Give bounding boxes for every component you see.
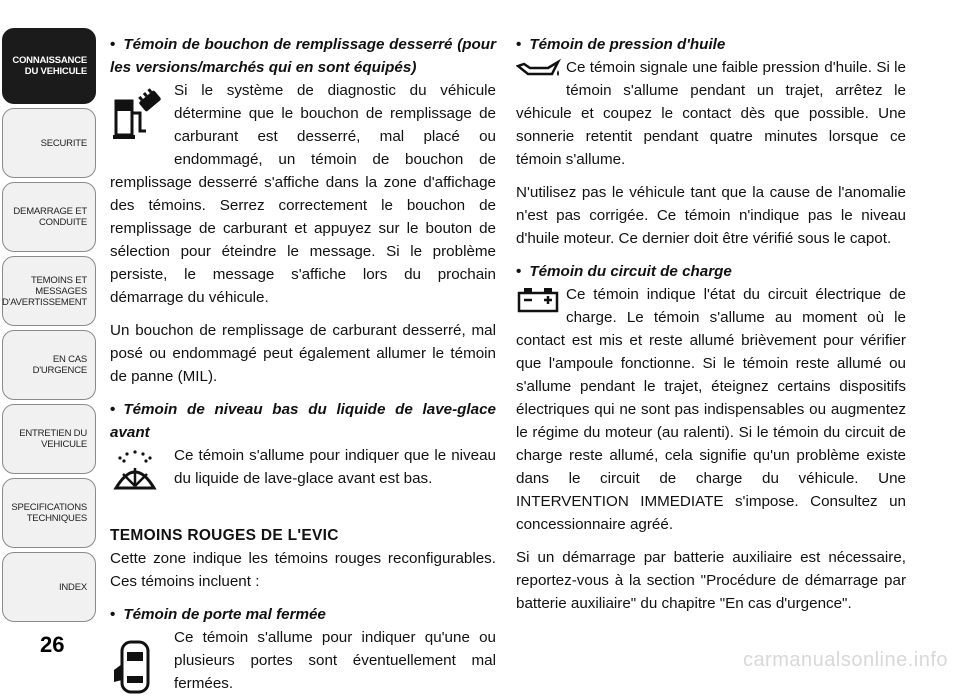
tab-index[interactable] — [2, 552, 96, 622]
tab-entretien-du-vehicule[interactable] — [2, 404, 96, 474]
tab-securite[interactable] — [2, 108, 96, 178]
right-column — [516, 33, 906, 615]
charge-text: Ce témoin indique l'état du circuit électrique de charge. Le témoin s'allume au moment où le contact est mis et reste allumé brièvement pour vérifier que l'ampoule fonctionne. Si le témoin reste allumé ou s'allume pendant le trajet, éteignez certains dispositifs électriques qui ne sont pas indispensables ou augmentez le régime du moteur (au ralenti). Si le témoin du circuit de charge reste allumé, cela signifie qu'un problème existe dans le circuit de charge du véhicule. Une INTERVENTION IMMEDIATE s'impose. Consultez un concessionnaire agréé. — [516, 283, 906, 536]
red-warnings-intro: Cette zone indique les témoins rouges reconfigurables. Ces témoins incluent : — [110, 550, 496, 590]
jump-start-paragraph: Si un démarrage par batterie auxiliaire est nécessaire, reportez-vous à la section "Procédure de démarrage par batterie auxiliaire" du chapitre "En cas d'urgence". — [516, 549, 906, 612]
section-heading: TEMOINS ROUGES DE L'EVIC — [110, 527, 339, 544]
bullet-title-text: Témoin de porte mal fermée — [123, 606, 326, 623]
door-block — [110, 626, 496, 696]
fuel-cap-block — [110, 79, 496, 309]
washer-block — [110, 444, 496, 510]
tab-label: SPECIFICATIONS TECHNIQUES — [11, 502, 87, 524]
oil-pressure-icon — [516, 58, 562, 80]
tab-label: EN CAS D'URGENCE — [32, 354, 87, 376]
bullet-title-text: Témoin du circuit de charge — [529, 263, 732, 280]
bullet-washer-title: • Témoin de niveau bas du liquide de lave-glace avant — [110, 401, 496, 441]
tab-en-cas-d-urgence[interactable] — [2, 330, 96, 400]
door-ajar-icon — [110, 636, 160, 698]
page-number: 26 — [40, 632, 65, 657]
tab-label: ENTRETIEN DU VEHICULE — [19, 428, 87, 450]
tab-label: DEMARRAGE ET CONDUITE — [13, 206, 87, 228]
bullet-charge-title: • Témoin du circuit de charge — [516, 263, 732, 280]
battery-icon — [516, 285, 560, 313]
oil-block — [516, 56, 906, 171]
tab-temoins-et-messages[interactable] — [2, 256, 96, 326]
charge-block — [516, 283, 906, 536]
tab-label: CONNAISSANCE DU VEHICULE — [12, 55, 87, 77]
bullet-title-text: Témoin de niveau bas du liquide de lave-glace avant — [110, 401, 496, 441]
bullet-door-title: • Témoin de porte mal fermée — [110, 606, 326, 623]
oil-paragraph: N'utilisez pas le véhicule tant que la cause de l'anomalie n'est pas corrigée. Ce témoin n'indique pas le niveau d'huile moteur. Ce dernier doit être vérifié sous le capot. — [516, 184, 906, 247]
tab-specifications-techniques[interactable] — [2, 478, 96, 548]
tab-demarrage-et-conduite[interactable] — [2, 182, 96, 252]
tab-label: TEMOINS ET MESSAGES D'AVERTISSEMENT — [1, 274, 88, 308]
bullet-title-text: Témoin de bouchon de remplissage desserré (pour les versions/marchés qui en sont équipés) — [110, 36, 496, 76]
watermark-url: carmanualsonline.info — [742, 649, 948, 671]
left-column — [110, 33, 496, 696]
bullet-title-text: Témoin de pression d'huile — [529, 36, 726, 53]
fuel-cap-icon — [110, 87, 162, 145]
bullet-fuel-cap-title: • Témoin de bouchon de remplissage desserré (pour les versions/marchés qui en sont équipés) — [110, 36, 496, 76]
loose-cap-paragraph: Un bouchon de remplissage de carburant desserré, mal posé ou endommagé peut également allumer le témoin de panne (MIL). — [110, 322, 496, 385]
tab-label: INDEX — [58, 581, 87, 593]
oil-text: Ce témoin signale une faible pression d'huile. Si le témoin s'allume pendant un trajet, arrêtez le véhicule et coupez le contact dès que possible. Une sonnerie retentit pendant quatre minutes lorsque ce témoin s'allume. — [516, 56, 906, 171]
tab-label: SECURITE — [40, 137, 87, 149]
washer-fluid-icon — [110, 446, 160, 498]
bullet-oil-title: • Témoin de pression d'huile — [516, 36, 726, 53]
tab-connaissance-du-vehicule[interactable] — [2, 28, 96, 104]
door-text: Ce témoin s'allume pour indiquer qu'une ou plusieurs portes sont éventuellement mal fermées. — [174, 629, 496, 692]
fuel-cap-text: Si le système de diagnostic du véhicule détermine que le bouchon de remplissage de carburant est desserré, mal placé ou endommagé, un témoin de bouchon de remplissage desserré s'affiche dans la zone d'affichage des témoins. Serrez correctement le bouchon de remplissage de carburant et appuyez sur le bouton de sélection pour éteindre le message. Si le problème persiste, le message s'affiche lors du prochain démarrage du véhicule. — [110, 79, 496, 309]
washer-text: Ce témoin s'allume pour indiquer que le niveau du liquide de lave-glace avant est bas. — [174, 447, 496, 487]
